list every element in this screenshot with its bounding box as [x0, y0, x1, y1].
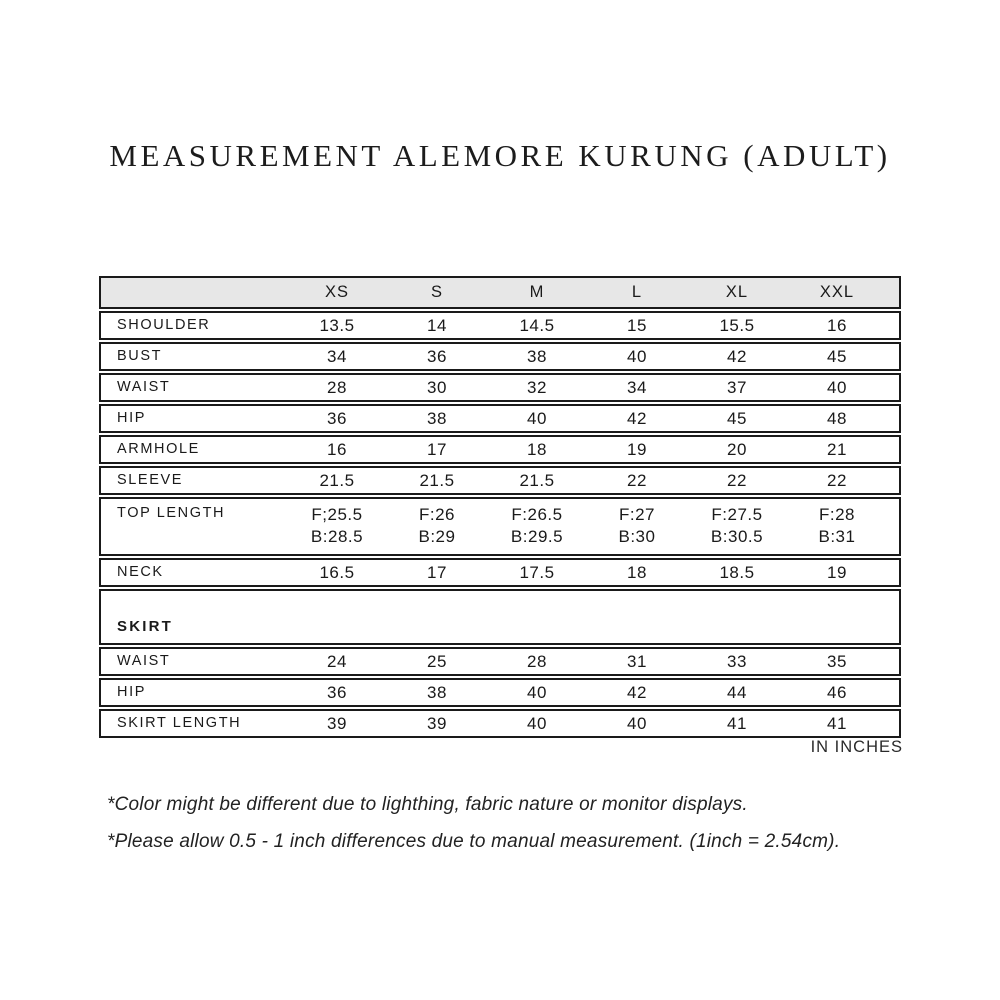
measurement-value: 20: [727, 440, 747, 459]
measurement-value: 33: [727, 652, 747, 671]
row-label: NECK: [117, 564, 164, 581]
measurement-value: 14.5: [519, 316, 555, 335]
row-label: ARMHOLE: [117, 441, 200, 458]
measurement-value: 18.5: [719, 563, 755, 582]
measurement-value: 41: [827, 714, 847, 733]
measurement-value: 44: [727, 683, 747, 702]
measurement-value-front-back: [387, 499, 487, 554]
measurement-value: 32: [527, 378, 547, 397]
size-header-xl: XL: [725, 283, 749, 302]
size-header-s: S: [430, 283, 443, 302]
row-label: WAIST: [117, 653, 171, 670]
row-label: SKIRT LENGTH: [117, 715, 242, 732]
back-length-value: B:29.5: [510, 527, 564, 546]
measurement-value: 31: [627, 652, 647, 671]
measurement-value: 38: [527, 347, 547, 366]
size-header-xs: XS: [324, 283, 349, 302]
size-header-m: M: [529, 283, 545, 302]
measurement-value: 45: [727, 409, 747, 428]
table-row-waist: [99, 373, 901, 402]
measurement-value: 38: [427, 683, 447, 702]
measurement-value: 36: [327, 409, 347, 428]
footnote-color-disclaimer: *Color might be different due to lighthing, fabric nature or monitor displays.: [107, 794, 748, 815]
row-label: SHOULDER: [117, 317, 211, 334]
size-header-row: [99, 276, 901, 309]
measurement-value: 22: [627, 471, 647, 490]
measurement-value: 39: [327, 714, 347, 733]
measurement-value: 34: [627, 378, 647, 397]
back-length-value: B:28.5: [310, 527, 364, 546]
table-row-skirt-waist: [99, 647, 901, 676]
unit-note: IN INCHES: [810, 738, 903, 756]
back-length-value: B:29: [418, 527, 456, 546]
measurement-value: 21.5: [419, 471, 455, 490]
size-header-xxl: XXL: [819, 283, 855, 302]
row-label: HIP: [117, 684, 146, 701]
table-row-bust: [99, 342, 901, 371]
row-label: HIP: [117, 410, 146, 427]
measurement-value: 21.5: [319, 471, 355, 490]
row-label: BUST: [117, 348, 163, 365]
measurement-value: 40: [527, 409, 547, 428]
measurement-value-front-back: [487, 499, 587, 554]
measurement-value: 42: [627, 683, 647, 702]
measurement-value: 28: [527, 652, 547, 671]
measurement-value: 34: [327, 347, 347, 366]
measurement-value: 22: [827, 471, 847, 490]
measurement-value: 21.5: [519, 471, 555, 490]
measurement-value: 13.5: [319, 316, 355, 335]
back-length-value: B:31: [818, 527, 856, 546]
skirt-section-label: SKIRT: [117, 618, 173, 635]
footnotes: [107, 794, 947, 868]
measurement-value: 28: [327, 378, 347, 397]
front-length-value: F:28: [818, 505, 856, 524]
front-length-value: F:26.5: [511, 505, 563, 524]
front-length-value: F:27: [618, 505, 656, 524]
measurement-value: 15: [627, 316, 647, 335]
skirt-section-row: [99, 589, 901, 645]
table-row-armhole: [99, 435, 901, 464]
front-length-value: F:27.5: [711, 505, 763, 524]
front-length-value: F;25.5: [311, 505, 363, 524]
measurement-value: 18: [627, 563, 647, 582]
measurement-value: 36: [327, 683, 347, 702]
row-label: WAIST: [117, 379, 171, 396]
measurement-value: 40: [527, 683, 547, 702]
measurement-value: 19: [627, 440, 647, 459]
measurement-value: 19: [827, 563, 847, 582]
table-row-sleeve: [99, 466, 901, 495]
measurement-value: 45: [827, 347, 847, 366]
measurement-value: 40: [627, 347, 647, 366]
measurement-value: 35: [827, 652, 847, 671]
table-row-neck: [99, 558, 901, 587]
page-title: MEASUREMENT ALEMORE KURUNG (ADULT): [109, 138, 891, 173]
measurement-value: 15.5: [719, 316, 755, 335]
measurement-value: 21: [827, 440, 847, 459]
measurement-value-front-back: [587, 499, 687, 554]
row-label: TOP LENGTH: [117, 505, 226, 521]
table-row-skirt-length: [99, 709, 901, 738]
table-row-hip: [99, 404, 901, 433]
measurement-value-front-back: [687, 499, 787, 554]
measurement-value-front-back: [787, 499, 887, 554]
footnote-measurement-disclaimer: *Please allow 0.5 - 1 inch differences due to manual measurement. (1inch = 2.54cm).: [107, 831, 841, 852]
measurement-value: 36: [427, 347, 447, 366]
measurement-value: 30: [427, 378, 447, 397]
measurement-value-front-back: [287, 499, 387, 554]
measurement-value: 38: [427, 409, 447, 428]
measurement-value: 48: [827, 409, 847, 428]
measurement-value: 39: [427, 714, 447, 733]
measurement-value: 25: [427, 652, 447, 671]
measurement-value: 24: [327, 652, 347, 671]
measurement-value: 17.5: [519, 563, 555, 582]
back-length-value: B:30: [618, 527, 656, 546]
measurement-value: 37: [727, 378, 747, 397]
measurement-value: 17: [427, 563, 447, 582]
front-length-value: F:26: [418, 505, 456, 524]
table-row-top-length: [99, 497, 901, 556]
measurement-value: 22: [727, 471, 747, 490]
table-row-skirt-hip: [99, 678, 901, 707]
size-header-l: L: [631, 283, 643, 302]
measurement-value: 18: [527, 440, 547, 459]
measurement-value: 42: [627, 409, 647, 428]
measurement-value: 42: [727, 347, 747, 366]
measurement-value: 16: [827, 316, 847, 335]
measurement-value: 40: [527, 714, 547, 733]
row-label: SLEEVE: [117, 472, 184, 489]
measurement-value: 40: [627, 714, 647, 733]
measurement-value: 14: [427, 316, 447, 335]
measurement-value: 16: [327, 440, 347, 459]
table-row-shoulder: [99, 311, 901, 340]
measurement-value: 41: [727, 714, 747, 733]
measurement-value: 16.5: [319, 563, 355, 582]
measurement-table: [99, 276, 901, 740]
measurement-value: 46: [827, 683, 847, 702]
measurement-value: 40: [827, 378, 847, 397]
measurement-value: 17: [427, 440, 447, 459]
back-length-value: B:30.5: [710, 527, 764, 546]
